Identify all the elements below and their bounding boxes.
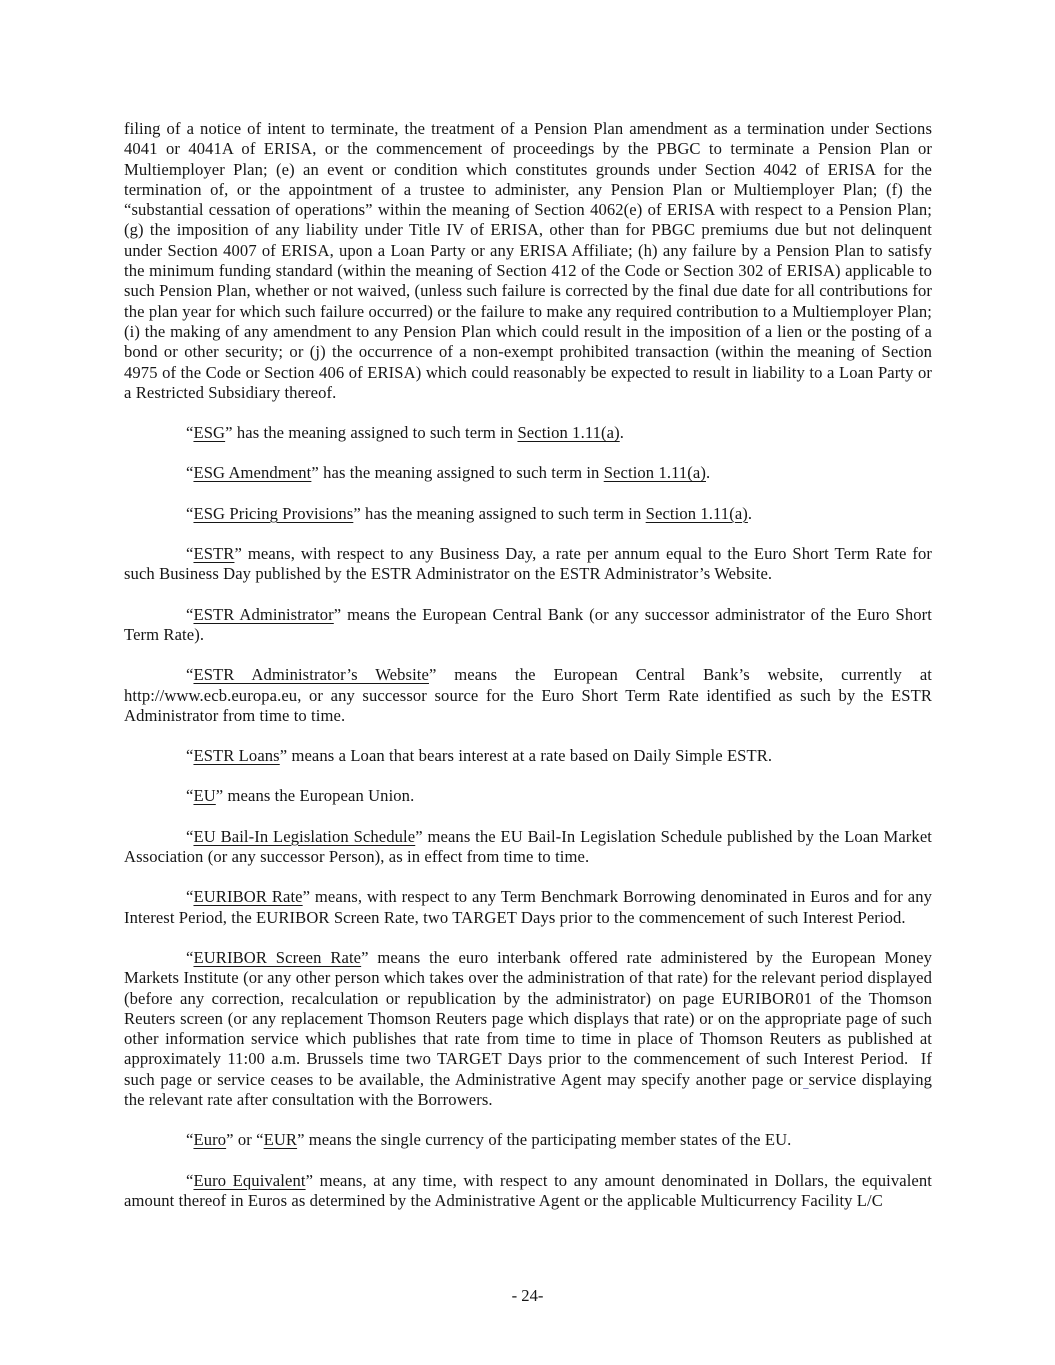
underlined-term: ESTR [193, 544, 235, 564]
text-run: ” means the European Central Bank’s website, currently at http://www.ecb.europa.eu, or any successor source for the Euro Short Term Rate identified as such by the ESTR Administrator from time to time. [124, 665, 932, 725]
text-run: ” has the meaning assigned to such term in [225, 423, 518, 443]
text-run: ” means a Loan that bears interest at a rate based on Daily Simple ESTR. [279, 746, 773, 766]
text-run: “ [186, 746, 194, 766]
text-run: “ [186, 503, 194, 523]
paragraph [124, 786, 932, 806]
paragraph [124, 463, 932, 483]
paragraph [124, 1130, 932, 1150]
text-run: “ [186, 423, 194, 443]
text-run: “ [186, 826, 194, 846]
paragraph [124, 119, 932, 403]
paragraph [124, 887, 932, 928]
text-run: “ [186, 947, 194, 967]
text-run: . [619, 423, 624, 443]
text-run: “ [186, 544, 194, 564]
text-run: “ [186, 1130, 194, 1150]
text-run: “ [186, 1170, 194, 1190]
underlined-term: EURIBOR Rate [193, 887, 303, 907]
text-run: ” has the meaning assigned to such term in [353, 503, 646, 523]
text-run: ” means, with respect to any Term Benchmark Borrowing denominated in Euros and for any Interest Period, the EURIBOR Screen Rate, two TARGET Days prior to the commencement of such Interest Period. [124, 887, 932, 927]
paragraph [124, 423, 932, 443]
text-run: filing of a notice of intent to terminate, the treatment of a Pension Plan amendment as a termination under Sections 4041 or 4041A of ERISA, or the commencement of proceedings by the PBGC to terminate a Pension Plan or Multiemployer Plan; (e) an event or condition which constitutes grounds under Section 4042 of ERISA for the termination of, or the appointment of a trustee to administer, any Pension Plan or Multiemployer Plan; (f) the “substantial cessation of operations” within the meaning of Section 4062(e) of ERISA with respect to a Pension Plan; (g) the imposition of any liability under Title IV of ERISA, other than for PBGC premiums due but not delinquent under Section 4007 of ERISA, upon a Loan Party or any ERISA Affiliate; (h) any failure by a Pension Plan to satisfy the minimum funding standard (within the meaning of Section 412 of the Code or Section 302 of ERISA) applicable to such Pension Plan, whether or not waived, (unless such failure is corrected by the final due date for all contributions for the plan year for which such failure occurred) or the failure to make any required contribution to a Multiemployer Plan; (i) the making of any amendment to any Pension Plan which could result in the imposition of a lien or the posting of a bond or other security; or (j) the occurrence of a non-exempt prohibited transaction (within the meaning of Section 4975 of the Code or Section 406 of ERISA) which could reasonably be expected to result in liability to a Loan Party or a Restricted Subsidiary thereof. [124, 119, 932, 402]
paragraph [124, 544, 932, 585]
text-run: ” has the meaning assigned to such term in [311, 463, 604, 483]
paragraph [124, 504, 932, 524]
text-run: . [747, 503, 753, 523]
underlined-term: ESG Pricing Provisions [193, 503, 354, 523]
document-body [124, 119, 932, 1231]
underlined-term: Euro Equivalent [193, 1170, 306, 1190]
underlined-term: ESTR Administrator’s Website [193, 665, 429, 685]
text-run: ” means, at any time, with respect to any amount denominated in Dollars, the equivalent amount thereof in Euros as determined by the Administrative Agent or the applicable Multicurrency Facility L/C [124, 1170, 932, 1210]
underlined-term: ESTR Administrator [193, 604, 334, 624]
text-run: ” means the European Union. [215, 786, 415, 806]
paragraph [124, 746, 932, 766]
paragraph [124, 665, 932, 726]
text-run: service displaying the relevant rate after consultation with the Borrowers. [124, 1069, 932, 1109]
text-run: ” means, with respect to any Business Day, a rate per annum equal to the Euro Short Term Rate for such Business Day published by the ESTR Administrator on the ESTR Administrator’s Website. [124, 544, 932, 584]
underlined-term: ESG Amendment [193, 463, 312, 483]
text-run: . [705, 463, 711, 483]
underlined-term: Euro [193, 1130, 227, 1150]
text-run: “ [186, 665, 194, 685]
page-number: - 24- [511, 1286, 544, 1305]
text-run: “ [186, 463, 194, 483]
text-run: ” means the EU Bail-In Legislation Schedule published by the Loan Market Association (or any successor Person), as in effect from time to time. [124, 826, 932, 867]
text-run: ” means the European Central Bank (or any successor administrator of the Euro Short Term Rate). [124, 604, 933, 644]
underlined-term: ESTR Loans [193, 746, 280, 766]
text-run: “ [186, 887, 194, 907]
underlined-term: EU Bail-In Legislation Schedule [193, 826, 416, 846]
underlined-term: Section 1.11(a) [645, 503, 748, 523]
underlined-term: EU [193, 786, 216, 806]
underlined-term: EURIBOR Screen Rate [193, 947, 362, 967]
text-run: ” means the single currency of the participating member states of the EU. [297, 1130, 792, 1150]
text-run: “ [186, 604, 194, 624]
text-run: ” means the euro interbank offered rate administered by the European Money Markets Institute (or any other person which takes over the administration of that rate) for the relevant period displayed (before any correction, recalculation or republication by the administrator) on page EURIBOR01 of the Thomson Reuters screen (or any replacement Thomson Reuters page which displays that rate) or on the appropriate page of such other information service which publishes that rate from time to time in place of Thomson Reuters as published at approximately 11:00 a.m. Brussels time two TARGET Days prior to the commencement of such Interest Period. If such page or service ceases to be available, the Administrative Agent may specify another page or [124, 947, 932, 1089]
paragraph [124, 605, 932, 646]
underlined-term: Section 1.11(a) [517, 423, 620, 443]
underlined-term: ESG [193, 423, 226, 443]
paragraph [124, 1171, 932, 1212]
underlined-term: EUR [263, 1130, 298, 1150]
paragraph [124, 948, 932, 1110]
text-run: ” or “ [226, 1130, 264, 1150]
text-run: “ [186, 786, 194, 806]
paragraph [124, 827, 932, 868]
underlined-term: Section 1.11(a) [603, 463, 706, 483]
